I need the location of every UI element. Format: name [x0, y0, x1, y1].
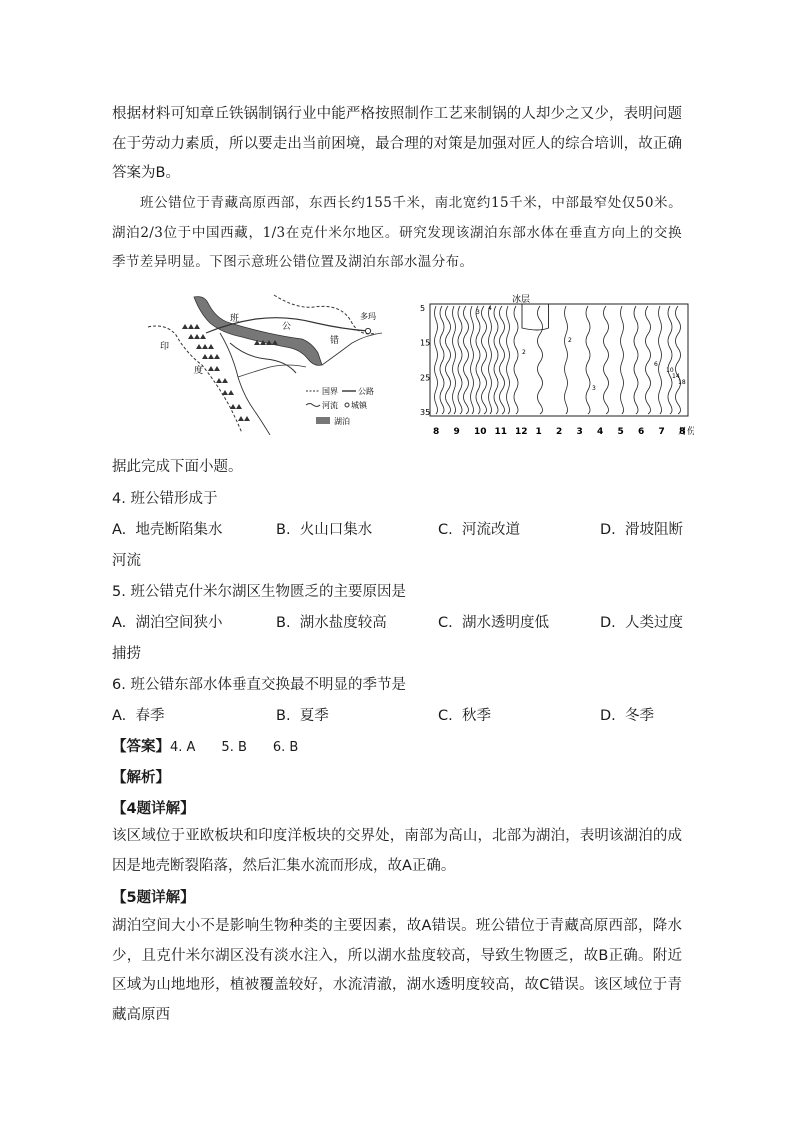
x-tick-label: 9 [453, 427, 460, 437]
contour-value-label: 14 [672, 373, 680, 380]
road-2 [230, 343, 296, 373]
q4-detail-text: 该区域位于亚欧板块和印度洋板块的交界处，南部为高山，北部为湖泊，表明该湖泊的成因是地壳断裂陷落，然后汇集水流而形成，故A正确。 [112, 828, 682, 874]
intro-paragraph: 根据材料可知章丘铁锅制锅行业中能严格按照制作工艺来制锅的人却少之又少，表明问题在于劳动力素质，所以要走出当前困境，最合理的对策是加强对匠人的综合培训，故正确答案为B。 [112, 106, 682, 181]
legend-lake: 湖泊 [334, 417, 350, 426]
contour-value-label: 10 [666, 367, 674, 374]
contour-value-label: 2 [522, 349, 526, 356]
water-temperature-chart-svg [416, 294, 694, 440]
x-tick-label: 12 [515, 427, 528, 437]
q5-detail-tag: 【5题详解】 [112, 890, 195, 906]
legend-river: 河流 [322, 401, 338, 410]
q6-option-c: C. 秋季 [438, 708, 491, 724]
q5-option-d: D. 人类过度 [600, 615, 683, 631]
y-tick-label: 5 [420, 304, 426, 313]
x-tick-label: 8 [433, 427, 440, 437]
legend-town: 城镇 [351, 401, 367, 410]
q5-option-b: B. 湖水盐度较高 [276, 615, 387, 631]
chart-title: 冰层 [512, 295, 531, 305]
location-map [146, 293, 404, 435]
legend-road: 公路 [358, 387, 374, 396]
y-tick-label: 15 [420, 338, 431, 348]
legend-border: 国界 [322, 387, 338, 396]
x-tick-label: 2 [556, 427, 563, 437]
q4-detail-tag: 【4题详解】 [112, 801, 195, 817]
x-tick-label: 3 [576, 427, 583, 437]
water-temperature-chart [416, 294, 694, 440]
contour-value-label: 18 [678, 379, 686, 386]
contour-value-label: 4 [488, 305, 492, 312]
answer-line [112, 735, 298, 756]
analysis-tag: 【解析】 [112, 770, 170, 786]
contour-value-label: 3 [476, 309, 480, 316]
label-duoma: 多玛 [360, 312, 376, 321]
q4-option-d: D. 滑坡阻断 [600, 522, 683, 538]
q6-option-d: D. 冬季 [600, 708, 654, 724]
y-tick-label: 25 [420, 373, 431, 383]
x-tick-label: 8 [679, 427, 686, 437]
contour-value-label: 6 [654, 361, 658, 368]
q5-option-d-wrap: 捕捞 [112, 646, 141, 662]
q6-option-b: B. 夏季 [276, 708, 329, 724]
x-tick-label: 7 [658, 427, 665, 437]
label-cuo: 错 [330, 336, 340, 346]
answer-text: 4. A 5. B 6. B [170, 740, 299, 755]
x-tick-label: 11 [494, 427, 508, 437]
x-tick-label: 10 [474, 427, 487, 437]
material-paragraph: 班公错位于青藏高原西部，东西长约155千米，南北宽约15千米，中部最窄处仅50米。湖泊2/3位于中国西藏，1/3在克什米尔地区。研究发现该湖泊东部水体在垂直方向上的交换季节差异明显。下图示意班公错位置及湖泊东部水温分布。 [112, 195, 682, 270]
prompt-line: 据此完成下面小题。 [112, 459, 243, 475]
q4-option-c: C. 河流改道 [438, 522, 520, 538]
y-tick-label: 35 [420, 408, 431, 417]
town-duoma [365, 328, 370, 333]
q5-detail-text: 湖泊空间大小不是影响生物种类的主要因素，故A错误。班公错位于青藏高原西部，降水少，且克什米尔湖区没有淡水注入，所以湖水盐度较高，导致生物匮乏，故B正确。附近区域为山地地形，植被覆盖较好，水流清澈，湖水透明度较高，故C错误。该区域位于青藏高原西 [112, 918, 682, 1023]
label-gong: 公 [282, 322, 292, 332]
q6-option-a: A. 春季 [112, 708, 165, 724]
label-yin: 印 [160, 342, 170, 352]
contour-value-label: 2 [568, 337, 572, 344]
q4-option-b: B. 火山口集水 [276, 522, 373, 538]
location-map-svg [146, 293, 404, 435]
contour-value-label: 3 [592, 385, 596, 392]
q4-option-a: A. 地壳断陷集水 [112, 522, 223, 538]
q4-option-d-wrap: 河流 [112, 553, 141, 569]
river-2 [238, 365, 306, 377]
x-tick-label: 1 [535, 427, 542, 437]
x-tick-label: 5 [617, 427, 624, 437]
map-legend [306, 386, 374, 426]
question-5-stem: 5. 班公错克什米尔湖区生物匮乏的主要原因是 [112, 584, 406, 600]
answer-tag: 【答案】 [112, 739, 170, 755]
q5-option-c: C. 湖水透明度低 [438, 615, 549, 631]
question-4-stem: 4. 班公错形成于 [112, 491, 218, 507]
chart-xlabel: 月份 [678, 427, 694, 437]
question-6-stem: 6. 班公错东部水体垂直交换最不明显的季节是 [112, 677, 406, 693]
q5-option-a: A. 湖泊空间狭小 [112, 615, 223, 631]
label-ban: 班 [230, 314, 240, 324]
label-du: 度 [194, 366, 204, 376]
x-tick-label: 4 [597, 427, 604, 437]
x-tick-label: 6 [638, 427, 645, 437]
